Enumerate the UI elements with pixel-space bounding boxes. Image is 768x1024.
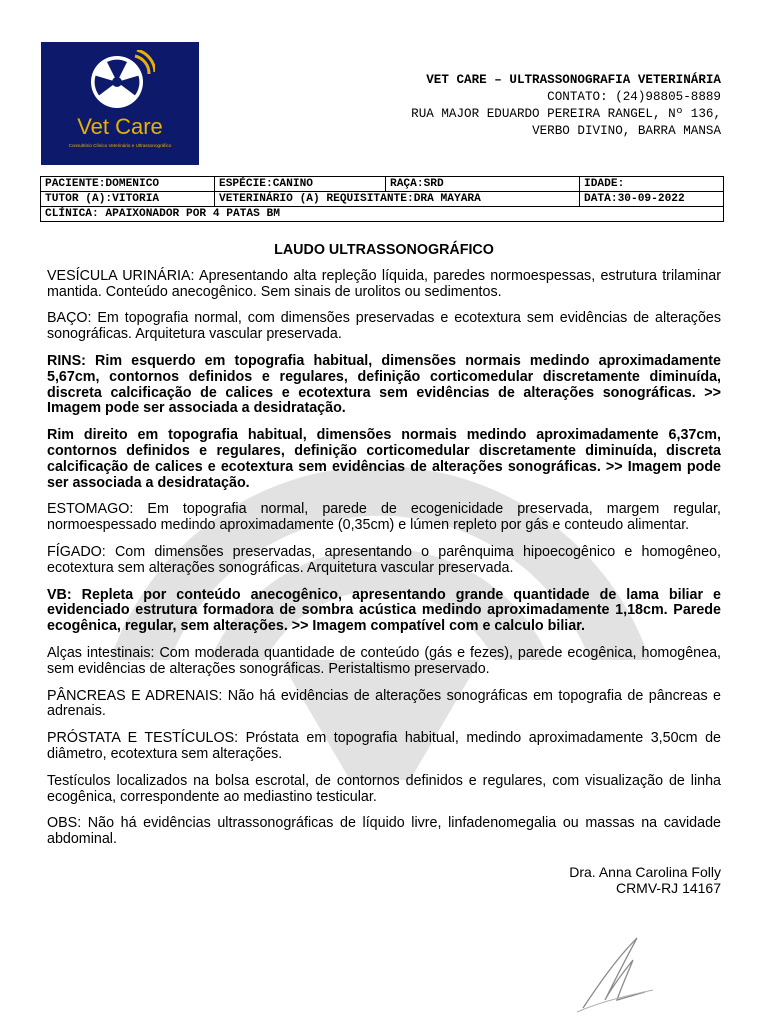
vet-care-logo [41,42,199,165]
report-body [47,243,721,859]
clinic-header [411,72,721,140]
clinic-contact: CONTATO: (24)98805-8889 [547,90,721,104]
section-observations: OBS: Não há evidências ultrassonográficas de líquido livre, linfadenomegalia ou massas na cavidade abdominal. [47,815,721,848]
signature-block [569,864,721,896]
handwritten-signature [575,930,655,1015]
section-bladder: VESÍCULA URINÁRIA: Apresentando alta repleção líquida, paredes normoespessas, estrutura trilaminar mantida. Conteúdo anecogênico. Sem sinais de urolitos ou sedimentos. [47,267,721,300]
section-intestines: Alças intestinais: Com moderada quantidade de conteúdo (gás e fezes), parede ecogênica, homogênea, sem evidências de alterações sonográficas. Peristaltismo preservado. [47,644,721,677]
patient-breed: RAÇA:SRD [386,177,580,192]
clinic-name: CLÍNICA: APAIXONADOR POR 4 PATAS BM [41,207,724,222]
section-prostate: PRÓSTATA E TESTÍCULOS: Próstata em topografia habitual, medindo aproximadamente 3,50cm de diâmetro, ecotextura sem alterações. [47,730,721,762]
patient-species: ESPÉCIE:CANINO [215,177,386,192]
logo-tagline: Consultório Clínico Veterinário e Ultrassonográfico [68,143,172,148]
radiation-paw-icon [85,50,155,112]
report-title: LAUDO ULTRASSONOGRÁFICO [274,242,494,258]
logo-name: Vet Care [77,114,163,139]
vet-crmv: CRMV-RJ 14167 [615,880,721,896]
clinic-title: VET CARE – ULTRASSONOGRAFIA VETERINÁRIA [426,73,721,87]
section-right-kidney: Rim direito em topografia habitual, dimensões normais medindo aproximadamente 6,37cm, contornos definidos e regulares, definição corticomedular discretamente diminuída, discreta calcificação de calices e ecotextura sem evidências de alterações sonográficas. >> Imagem pode ser associada a desidratação. [47,427,721,491]
requesting-vet: VETERINÁRIO (A) REQUISITANTE:DRA MAYARA [215,192,580,207]
exam-date: DATA:30-09-2022 [580,192,724,207]
patient-info-table [40,176,724,222]
section-spleen: BAÇO: Em topografia normal, com dimensões preservadas e ecotextura sem evidências de alterações sonográficas. Arquitetura vascular preservada. [47,310,721,343]
patient-tutor: TUTOR (A):VITORIA [41,192,215,207]
section-pancreas-adrenals: PÂNCREAS E ADRENAIS: Não há evidências de alterações sonográficas em topografia de pâncreas e adrenais. [47,687,721,720]
vet-name: Dra. Anna Carolina Folly [569,864,721,880]
clinic-address-line2: VERBO DIVINO, BARRA MANSA [532,124,721,138]
section-stomach: ESTOMAGO: Em topografia normal, parede de ecogenicidade preservada, margem regular, normoespessado medindo aproximadamente (0,35cm) e lúmen repleto por gás e conteudo alimentar. [47,501,721,534]
section-testicles: Testículos localizados na bolsa escrotal, de contornos definidos e regulares, com visualização de linha ecogênica, correspondente ao mediastino testicular. [47,772,721,805]
patient-age: IDADE: [580,177,724,192]
section-liver: FÍGADO: Com dimensões preservadas, apresentando o parênquima hipoecogênico e homogêneo, ecotextura sem alterações sonográficas. Arquitetura vascular preservada. [47,543,721,576]
patient-name: PACIENTE:DOMENICO [41,177,215,192]
section-gallbladder: VB: Repleta por conteúdo anecogênico, apresentando grande quantidade de lama biliar e evidenciado estrutura formadora de sombra acústica medindo aproximadamente 1,18cm. Parede ecogênica, regular, sem alterações. >> Imagem compatível com e calculo biliar. [47,586,721,635]
clinic-address-line1: RUA MAJOR EDUARDO PEREIRA RANGEL, Nº 136, [411,107,721,121]
section-left-kidney: RINS: Rim esquerdo em topografia habitual, dimensões normais medindo aproximadamente 5,67cm, contornos definidos e regulares, definição corticomedular discretamente diminuída, discreta calcificação de calices e ecotextura sem evidências de alterações sonográficas. >> Imagem pode ser associada a desidratação. [47,352,721,417]
